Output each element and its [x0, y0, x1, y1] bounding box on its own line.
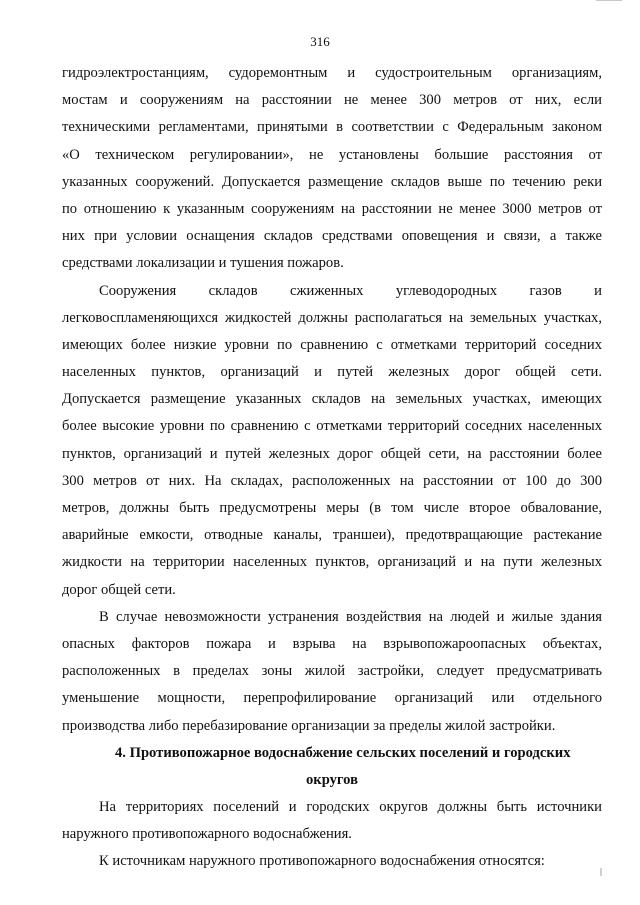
scan-speck [600, 868, 602, 876]
text-line: них при условии оснащения складов средствами оповещения и связи, а также [62, 228, 602, 245]
text-line: более высокие уровни по сравнению с отметками территорий соседних населенных [62, 418, 602, 435]
text-line: «О техническом регулировании», не установлены большие расстояния от [62, 146, 602, 163]
text-line: опасных факторов пожара и взрыва на взрывопожароопасных объектах, [62, 635, 602, 652]
text-line: уменьшение мощности, перепрофилирование организаций или отдельного [62, 690, 602, 707]
text-line: легковоспламеняющихся жидкостей должны располагаться на земельных участках, [62, 309, 602, 326]
text-line: пунктов, организаций и путей железных дорог общей сети, на расстоянии более [62, 445, 602, 462]
text-line: производства либо перебазирование организации за пределы жилой застройки. [62, 717, 556, 734]
text-line: населенных пунктов, организаций и путей железных дорог общей сети. [62, 364, 602, 381]
text-line: техническими регламентами, принятыми в соответствии с Федеральным законом [62, 119, 602, 136]
text-line: имеющих более низкие уровни по сравнению с отметками территорий соседних [62, 336, 602, 353]
scan-corner-mark [596, 0, 622, 3]
section-heading-continuation: округов [305, 771, 358, 788]
paragraph-first-line: В случае невозможности устранения воздействия на людей и жилые здания [99, 608, 602, 625]
text-line: Допускается размещение указанных складов на земельных участках, имеющих [62, 391, 602, 408]
page-body [62, 60, 602, 876]
text-line: по отношению к указанным сооружениям на расстоянии не менее 3000 метров от [62, 200, 602, 217]
text-line: 300 метров от них. На складах, расположенных на расстоянии от 100 до 300 [62, 472, 602, 489]
text-line: гидроэлектростанциям, судоремонтным и судостроительным организациям, [62, 65, 602, 81]
paragraph-first-line: На территориях поселений и городских округов должны быть источники [99, 799, 602, 816]
text-line: указанных сооружений. Допускается размещение складов выше по течению реки [62, 173, 602, 190]
text-line: метров, должны быть предусмотрены меры (в том числе второе обвалование, [62, 500, 602, 516]
text-line: мостам и сооружениям на расстоянии не менее 300 метров от них, если [62, 92, 602, 109]
text-line: расположенных в пределах зоны жилой застройки, следует предусматривать [62, 663, 602, 680]
text-line: аварийные емкости, отводные каналы, траншеи), предотвращающие растекание [62, 527, 602, 544]
text-line: дорог общей сети. [62, 581, 176, 598]
section-heading: 4. Противопожарное водоснабжение сельских поселений и городских [115, 744, 571, 761]
paragraph-first-line: К источникам наружного противопожарного водоснабжения относятся: [99, 853, 545, 870]
text-line: средствами локализации и тушения пожаров. [62, 255, 344, 272]
text-line: наружного противопожарного водоснабжения. [62, 826, 352, 843]
text-line: жидкости на территории населенных пунктов, организаций и на пути железных [62, 554, 602, 571]
page-number: 316 [310, 34, 330, 49]
paragraph-first-line: Сооружения складов сжиженных углеводородных газов и [99, 282, 602, 299]
